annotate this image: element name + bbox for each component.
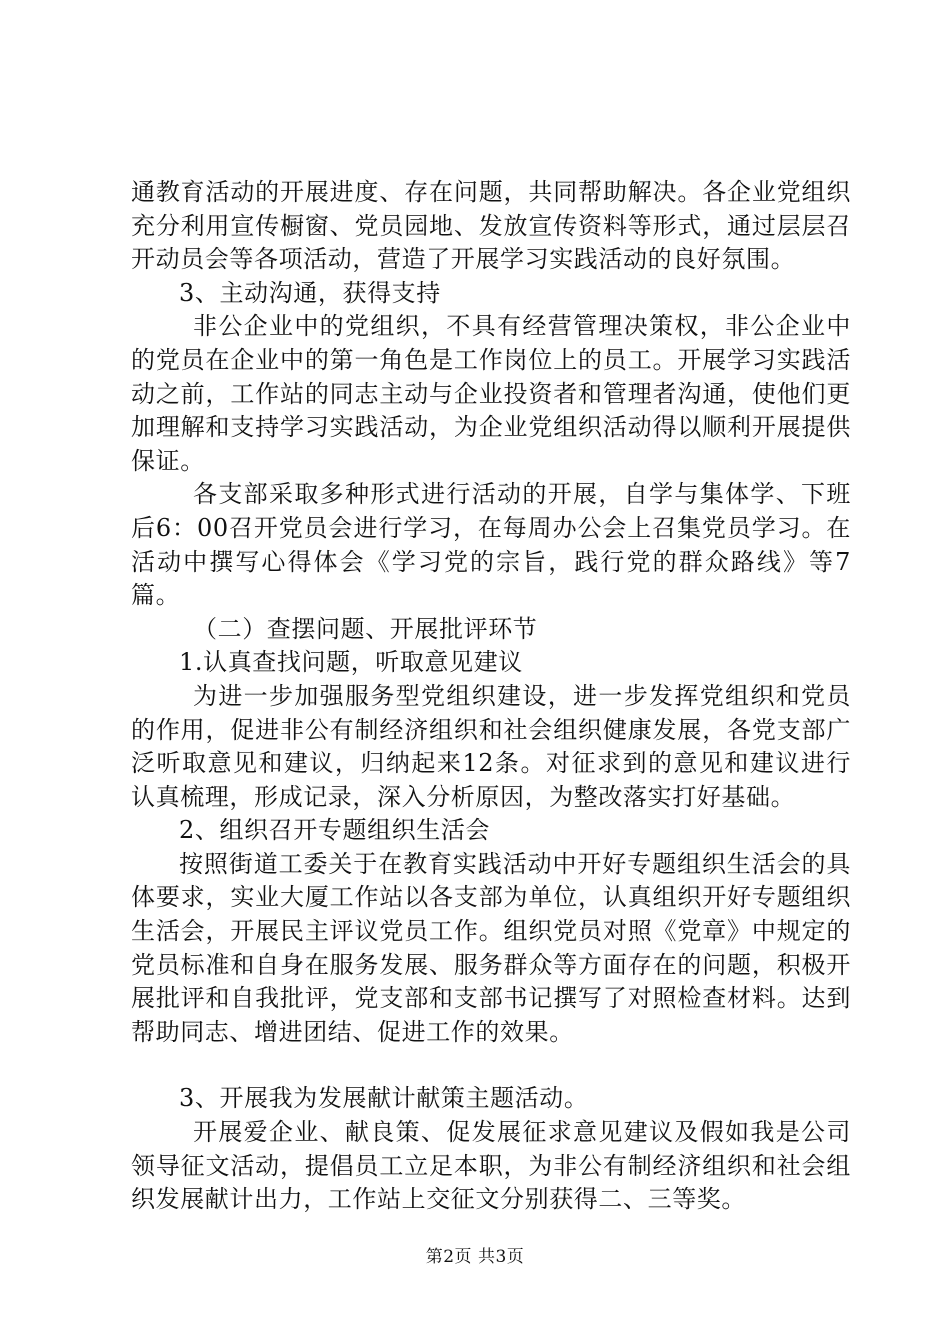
- body-paragraph-essay-activity: 开展爱企业、献良策、促发展征求意见建议及假如我是公司领导征文活动，提倡员工立足本职，为非公有制经济组织和社会组织发展献计出力，工作站上交征文分别获得二、三等奖。: [131, 1118, 851, 1214]
- subheading-active-communication: 3、主动沟通，获得支持: [179, 278, 441, 307]
- subheading-suggestion-activity: 3、开展我为发展献计献策主题活动。: [179, 1084, 589, 1113]
- body-paragraph-service-party: 为进一步加强服务型党组织建设，进一步发挥党组织和党员的作用，促进非公有制经济组织和社会组织健康发展，各党支部广泛听取意见和建议，归纳起来12条。对征求到的意见和建议进行认真梳理，形成记录，深入分析原因，为整改落实打好基础。: [131, 681, 851, 811]
- body-paragraph-branch-activities: 各支部采取多种形式进行活动的开展，自学与集体学、下班后6：00召开党员会进行学习，在每周办公会上召集党员学习。在活动中撰写心得体会《学习党的宗旨，践行党的群众路线》等7篇。: [131, 480, 851, 610]
- page-number-footer: 第2页 共3页: [425, 1247, 525, 1267]
- document-body: [131, 176, 851, 1217]
- subheading-special-meeting: 2、组织召开专题组织生活会: [179, 816, 491, 845]
- subheading-find-problems: 1.认真查找问题，听取意见建议: [179, 648, 523, 677]
- body-paragraph-continuation: 通教育活动的开展进度、存在问题，共同帮助解决。各企业党组织充分利用宣传橱窗、党员园地、发放宣传资料等形式，通过层层召开动员会等各项活动，营造了开展学习实践活动的良好氛围。: [131, 178, 851, 274]
- section-heading-review-criticism: （二）查摆问题、开展批评环节: [193, 614, 538, 643]
- body-paragraph-meeting-details: 按照街道工委关于在教育实践活动中开好专题组织生活会的具体要求，实业大厦工作站以各支部为单位，认真组织开好专题组织生活会，开展民主评议党员工作。组织党员对照《党章》中规定的党员标准和自身在服务发展、服务群众等方面存在的问题，积极开展批评和自我批评，党支部和支部书记撰写了对照检查材料。达到帮助同志、增进团结、促进工作的效果。: [131, 849, 851, 1046]
- body-paragraph-party-organization: 非公企业中的党组织，不具有经营管理决策权，非公企业中的党员在企业中的第一角色是工作岗位上的员工。开展学习实践活动之前，工作站的同志主动与企业投资者和管理者沟通，使他们更加理解和支持学习实践活动，为企业党组织活动得以顺利开展提供保证。: [131, 312, 851, 475]
